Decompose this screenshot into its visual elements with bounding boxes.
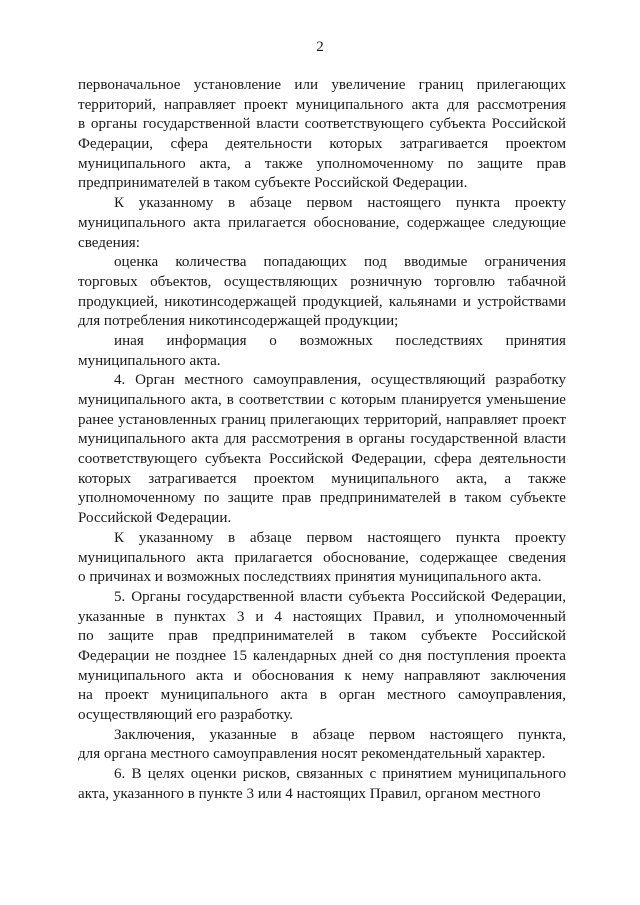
text-line: муниципального акта для рассмотрения в органы государственной власти: [78, 431, 566, 448]
paragraph: [78, 76, 566, 194]
document-body: [78, 76, 566, 804]
text-line: для органа местного самоуправления носят рекомендательный характер.: [78, 746, 546, 763]
text-line: 5. Органы государственной власти субъекта Российской Федерации,: [114, 588, 566, 605]
text-line: муниципального акта прилагается обоснование, содержащее сведения: [78, 549, 566, 566]
text-line: территорий, направляет проект муниципального акта для рассмотрения: [78, 96, 566, 113]
paragraph: [78, 371, 566, 529]
text-line: 6. В целях оценки рисков, связанных с принятием муниципального: [114, 766, 566, 783]
text-line: соответствующего субъекта Российской Федерации, сфера деятельности: [78, 451, 566, 468]
text-line: муниципального акта, а также уполномоченному по защите прав: [78, 155, 566, 172]
text-line: по защите прав предпринимателей в таком субъекте Российской: [78, 628, 566, 645]
paragraph: [78, 332, 566, 371]
text-line: оценка количества попадающих под вводимые ограничения: [114, 254, 566, 271]
paragraph: [78, 529, 566, 588]
text-line: уполномоченному по защите прав предпринимателей в таком субъекте: [78, 490, 566, 507]
text-line: первоначальное установление или увеличение границ прилегающих: [78, 77, 566, 93]
text-line: К указанному в абзаце первом настоящего пункта проекту: [114, 529, 566, 546]
text-line: о причинах и возможных последствиях принятия муниципального акта.: [78, 569, 542, 586]
text-line: продукцией, никотинсодержащей продукцией, кальянами и устройствами: [78, 293, 566, 310]
text-line: иная информация о возможных последствиях принятия: [114, 332, 566, 349]
text-line: указанные в пунктах 3 и 4 настоящих Правил, и уполномоченный: [78, 608, 566, 625]
text-line: акта, указанного в пункте 3 или 4 настоящих Правил, органом местного: [78, 785, 541, 802]
text-line: муниципального акта прилагается обоснование, содержащее следующие: [78, 214, 566, 231]
paragraph: [78, 253, 566, 332]
text-line: сведения:: [78, 234, 140, 251]
text-line: на проект муниципального акта в орган местного самоуправления,: [78, 687, 566, 704]
text-line: муниципального акта.: [78, 352, 221, 369]
text-line: предпринимателей в таком субъекте Российской Федерации.: [78, 175, 468, 192]
paragraph: [78, 726, 566, 765]
text-line: в органы государственной власти соответствующего субъекта Российской: [78, 116, 566, 133]
text-line: ранее установленных границ прилегающих территорий, направляет проект: [78, 411, 566, 428]
text-line: торговых объектов, осуществляющих розничную торговлю табачной: [78, 273, 566, 290]
text-line: для потребления никотинсодержащей продукции;: [78, 313, 399, 330]
paragraph: [78, 194, 566, 253]
text-line: Заключения, указанные в абзаце первом настоящего пункта,: [114, 726, 566, 743]
text-line: К указанному в абзаце первом настоящего пункта проекту: [114, 195, 566, 212]
page-number: 2: [316, 39, 324, 55]
text-line: Российской Федерации.: [78, 510, 232, 527]
paragraph: [78, 765, 566, 804]
text-line: осуществляющий его разработку.: [78, 707, 294, 723]
text-line: Федерации не позднее 15 календарных дней со дня поступления проекта: [78, 647, 566, 664]
text-line: Федерации, сфера деятельности которых затрагивается проектом: [78, 136, 566, 153]
text-line: 4. Орган местного самоуправления, осуществляющий разработку: [114, 372, 566, 389]
paragraph: [78, 588, 566, 726]
text-line: муниципального акта и обоснования к нему направляют заключения: [78, 667, 566, 684]
text-line: которых затрагивается проектом муниципального акта, а также: [78, 470, 566, 487]
text-line: муниципального акта, в соответствии с которым планируется уменьшение: [78, 392, 566, 408]
